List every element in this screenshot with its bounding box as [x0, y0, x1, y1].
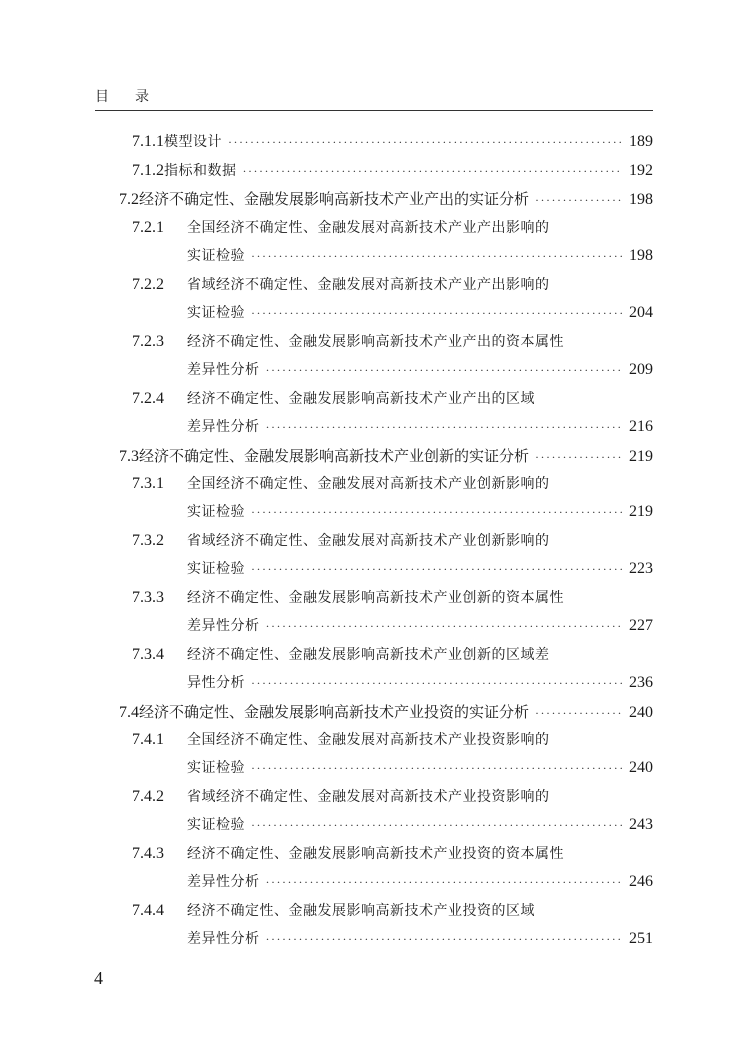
entry-page: 243 — [629, 816, 653, 833]
entry-title: 全国经济不确定性、金融发展对高新技术产业产出影响的 — [187, 220, 550, 236]
dot-leader — [535, 190, 623, 210]
entry-page: 219 — [629, 503, 653, 520]
entry-number: 7.4.1 — [132, 731, 164, 748]
entry-number: 7.3.2 — [132, 532, 164, 549]
toc-entry-7-4-2-cont[interactable] — [187, 815, 653, 835]
entry-page: 189 — [629, 133, 653, 150]
dot-leader — [251, 303, 623, 323]
running-header — [95, 86, 149, 106]
toc-entry-7-4-4-cont[interactable] — [187, 929, 653, 949]
entry-number: 7.3.1 — [132, 475, 164, 492]
toc-entry-7-4-1[interactable] — [132, 730, 653, 750]
header-rule — [95, 110, 653, 111]
toc-entry-7-1-2[interactable] — [132, 161, 653, 181]
entry-title: 经济不确定性、金融发展影响高新技术产业产出的区域 — [187, 391, 535, 407]
toc-entry-7-3-2[interactable] — [132, 531, 653, 551]
toc-entry-7-3-4-cont[interactable] — [187, 673, 653, 693]
dot-leader — [251, 502, 623, 522]
entry-number: 7.3 — [119, 448, 139, 465]
toc-entry-7-3[interactable] — [119, 446, 653, 467]
entry-title: 经济不确定性、金融发展影响高新技术产业产出的实证分析 — [139, 190, 530, 208]
entry-page: 209 — [629, 361, 653, 378]
toc-entry-7-3-2-cont[interactable] — [187, 559, 653, 579]
entry-title: 经济不确定性、金融发展影响高新技术产业创新的区域差 — [187, 647, 550, 663]
toc-entry-7-2-4-cont[interactable] — [187, 417, 653, 437]
entry-page: 240 — [629, 704, 653, 721]
entry-title: 经济不确定性、金融发展影响高新技术产业创新的实证分析 — [139, 447, 530, 465]
dot-leader — [251, 758, 623, 778]
toc-entry-7-2-1-cont[interactable] — [187, 246, 653, 266]
entry-title-continued: 差异性分析 — [187, 419, 260, 435]
entry-title-continued: 差异性分析 — [187, 874, 260, 890]
toc-entry-7-3-1-cont[interactable] — [187, 502, 653, 522]
dot-leader — [266, 929, 624, 949]
entry-title: 经济不确定性、金融发展影响高新技术产业投资的实证分析 — [139, 703, 530, 721]
dot-leader — [266, 417, 624, 437]
entry-page: 192 — [629, 162, 653, 179]
entry-number: 7.2.2 — [132, 276, 164, 293]
toc-entry-7-2-2-cont[interactable] — [187, 303, 653, 323]
toc-entry-7-3-3[interactable] — [132, 588, 653, 608]
dot-leader — [251, 559, 623, 579]
toc-entry-7-3-4[interactable] — [132, 645, 653, 665]
dot-leader — [228, 132, 623, 152]
entry-number: 7.2 — [119, 191, 139, 208]
toc-entry-7-2[interactable] — [119, 189, 653, 210]
header-title-part2: 录 — [135, 89, 149, 105]
entry-number: 7.3.3 — [132, 589, 164, 606]
entry-title-continued: 差异性分析 — [187, 931, 260, 947]
entry-page: 223 — [629, 560, 653, 577]
entry-number: 7.1.1 — [132, 133, 164, 150]
dot-leader — [251, 815, 623, 835]
toc-entry-7-2-3-cont[interactable] — [187, 360, 653, 380]
entry-page: 251 — [629, 930, 653, 947]
entry-page: 236 — [629, 674, 653, 691]
entry-page: 198 — [629, 247, 653, 264]
entry-number: 7.4.4 — [132, 902, 164, 919]
toc-entry-7-2-4[interactable] — [132, 389, 653, 409]
entry-title-continued: 实证检验 — [187, 248, 245, 264]
entry-title-continued: 实证检验 — [187, 504, 245, 520]
entry-title-continued: 差异性分析 — [187, 362, 260, 378]
entry-title: 模型设计 — [164, 134, 222, 150]
entry-page: 216 — [629, 418, 653, 435]
entry-number: 7.3.4 — [132, 646, 164, 663]
entry-number: 7.4.2 — [132, 788, 164, 805]
toc-entry-7-1-1[interactable] — [132, 132, 653, 152]
entry-number: 7.2.3 — [132, 333, 164, 350]
entry-title: 经济不确定性、金融发展影响高新技术产业投资的资本属性 — [187, 846, 564, 862]
entry-title-continued: 实证检验 — [187, 817, 245, 833]
toc-entry-7-3-3-cont[interactable] — [187, 616, 653, 636]
toc-entry-7-4-4[interactable] — [132, 901, 653, 921]
entry-title: 全国经济不确定性、金融发展对高新技术产业投资影响的 — [187, 732, 550, 748]
entry-page: 198 — [629, 191, 653, 208]
entry-title: 经济不确定性、金融发展影响高新技术产业产出的资本属性 — [187, 334, 564, 350]
entry-title-continued: 实证检验 — [187, 561, 245, 577]
entry-title: 指标和数据 — [164, 163, 237, 179]
dot-leader — [243, 161, 624, 181]
entry-number: 7.4.3 — [132, 845, 164, 862]
entry-title: 经济不确定性、金融发展影响高新技术产业创新的资本属性 — [187, 590, 564, 606]
dot-leader — [251, 673, 623, 693]
entry-title: 省域经济不确定性、金融发展对高新技术产业产出影响的 — [187, 277, 550, 293]
entry-number: 7.2.4 — [132, 390, 164, 407]
dot-leader — [535, 703, 623, 723]
dot-leader — [251, 246, 623, 266]
entry-title-continued: 差异性分析 — [187, 618, 260, 634]
toc-entry-7-2-2[interactable] — [132, 275, 653, 295]
page-number: 4 — [94, 968, 103, 988]
entry-title: 全国经济不确定性、金融发展对高新技术产业创新影响的 — [187, 476, 550, 492]
entry-title-continued: 实证检验 — [187, 760, 245, 776]
entry-page: 219 — [629, 448, 653, 465]
entry-title-continued: 实证检验 — [187, 305, 245, 321]
entry-page: 246 — [629, 873, 653, 890]
dot-leader — [266, 872, 624, 892]
entry-number: 7.4 — [119, 704, 139, 721]
toc-entry-7-4-2[interactable] — [132, 787, 653, 807]
entry-title: 省域经济不确定性、金融发展对高新技术产业投资影响的 — [187, 789, 550, 805]
entry-page: 204 — [629, 304, 653, 321]
toc-entry-7-2-3[interactable] — [132, 332, 653, 352]
entry-number: 7.2.1 — [132, 219, 164, 236]
entry-number: 7.1.2 — [132, 162, 164, 179]
toc-entry-7-3-1[interactable] — [132, 474, 653, 494]
toc-entry-7-4-3-cont[interactable] — [187, 872, 653, 892]
entry-page: 240 — [629, 759, 653, 776]
toc-entry-7-4[interactable] — [119, 702, 653, 723]
entry-page: 227 — [629, 617, 653, 634]
dot-leader — [266, 616, 624, 636]
entry-title: 经济不确定性、金融发展影响高新技术产业投资的区域 — [187, 903, 535, 919]
dot-leader — [266, 360, 624, 380]
dot-leader — [535, 447, 623, 467]
entry-title: 省域经济不确定性、金融发展对高新技术产业创新影响的 — [187, 533, 550, 549]
toc-entry-7-2-1[interactable] — [132, 218, 653, 238]
header-title-part1: 目 — [95, 89, 109, 105]
toc-entry-7-4-3[interactable] — [132, 844, 653, 864]
entry-title-continued: 异性分析 — [187, 675, 245, 691]
toc-entry-7-4-1-cont[interactable] — [187, 758, 653, 778]
